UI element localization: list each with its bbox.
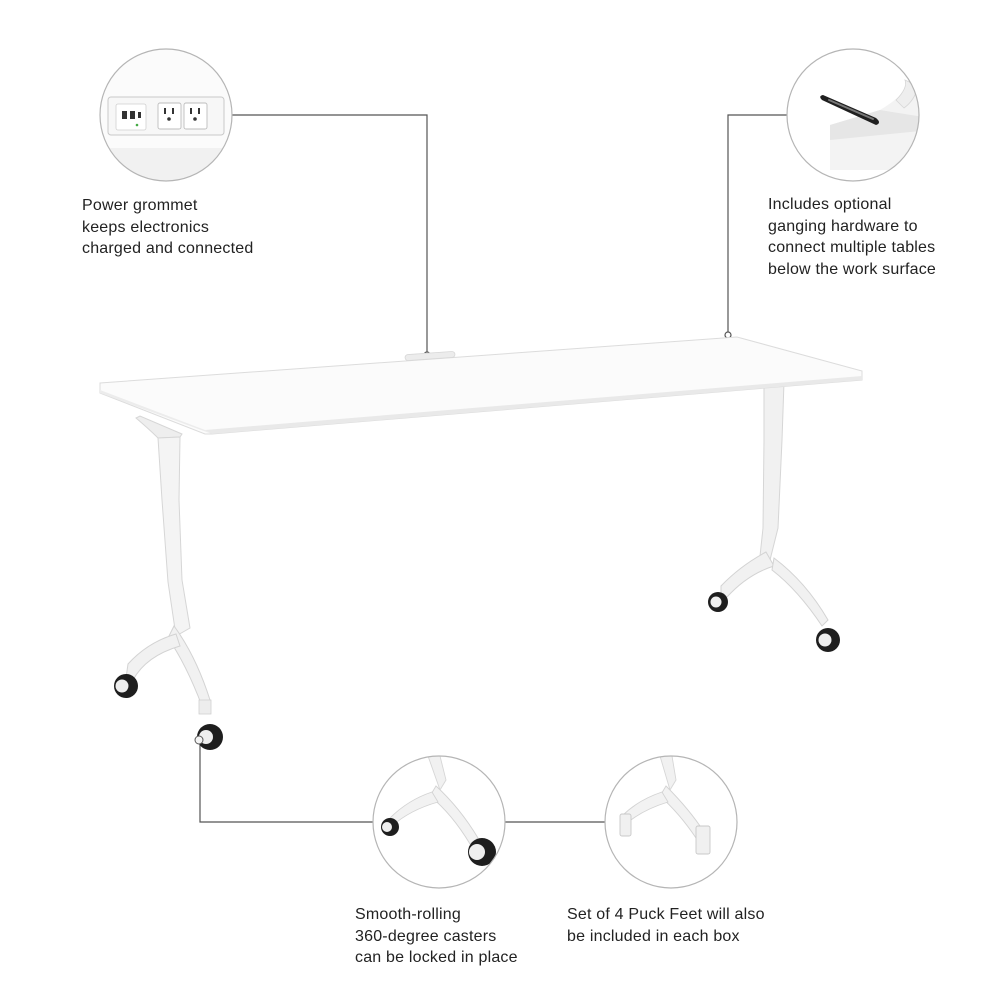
caption-line: 360-degree casters (355, 927, 497, 945)
power-grommet-caption (82, 195, 253, 260)
leader-line-power (232, 115, 427, 352)
detail-circle-puck-feet (605, 756, 737, 888)
caster-wheel-icon (195, 724, 223, 750)
mobile-table (100, 337, 862, 750)
caption-line: Set of 4 Puck Feet will also (567, 906, 765, 923)
caption-line: can be locked in place (355, 949, 518, 966)
table-leg-front (114, 416, 223, 750)
caption-line: charged and connected (82, 240, 254, 257)
power-outlet-icon (108, 97, 224, 135)
caster-wheel-icon (114, 674, 138, 698)
caption-line: keeps electronics (82, 218, 210, 236)
leader-lines (200, 115, 787, 822)
caption-line: Smooth-rolling (355, 906, 461, 923)
caption-line: Includes optional (768, 196, 892, 213)
caster-wheel-icon (381, 818, 399, 836)
casters-caption (355, 904, 518, 969)
leader-line-caster (200, 740, 373, 822)
caption-line: below the work surface (768, 260, 937, 278)
detail-circle-power-grommet (100, 49, 240, 188)
detail-circle-casters (373, 756, 505, 888)
caster-wheel-icon (708, 592, 728, 612)
caption-line: connect multiple tables (768, 239, 936, 256)
caption-line: Power grommet (82, 197, 198, 214)
caster-wheel-icon (816, 628, 840, 652)
ganging-hardware-caption (768, 194, 936, 280)
tabletop (100, 337, 862, 434)
caption-line: be included in each box (567, 927, 740, 945)
puck-feet-caption (567, 904, 765, 947)
detail-circle-ganging-hardware (787, 49, 930, 181)
table-leg-back (708, 382, 840, 652)
caption-line: ganging hardware to (768, 217, 918, 235)
